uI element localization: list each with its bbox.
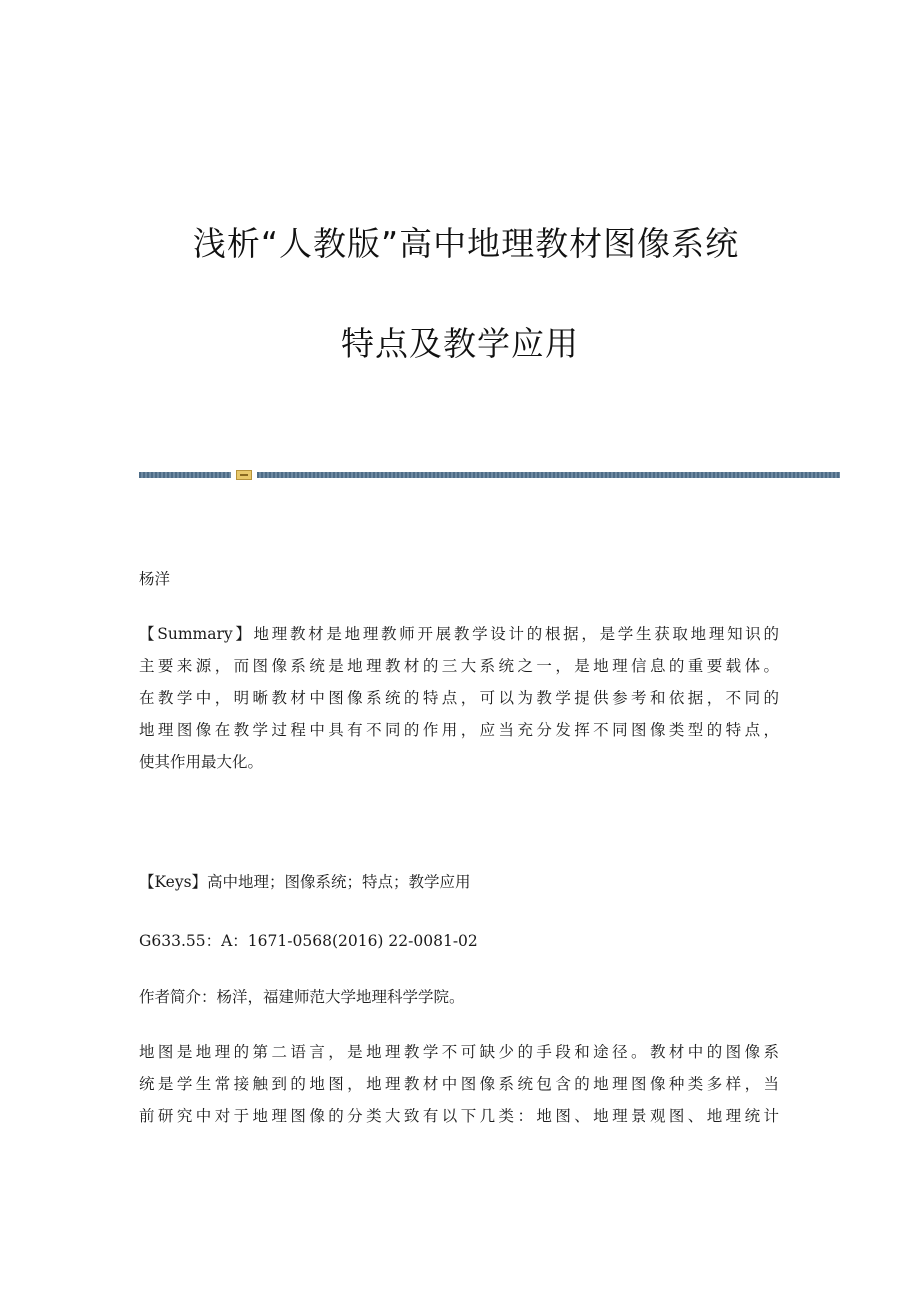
classification-code: G633.55：A：1671-0568(2016) 22-0081-02 [139, 932, 478, 950]
paper-title-line-2: 特点及教学应用 [341, 324, 579, 363]
divider-ornament-icon [236, 470, 252, 480]
title-divider [139, 470, 840, 480]
summary-paragraph [139, 618, 779, 778]
summary-line: 在教学中，明晰教材中图像系统的特点，可以为教学提供参考和依据，不同的 [139, 689, 779, 707]
divider-bar-left [139, 472, 231, 478]
divider-bar-right [257, 472, 840, 478]
intro-line: 前研究中对于地理图像的分类大致有以下几类：地图、地理景观图、地理统计 [139, 1107, 779, 1125]
paper-title-line-1: 浅析“人教版”高中地理教材图像系统 [192, 224, 740, 263]
keywords: 【Keys】高中地理；图像系统；特点；教学应用 [139, 873, 471, 891]
summary-line: 【Summary】地理教材是地理教师开展教学设计的根据，是学生获取地理知识的 [139, 625, 779, 643]
summary-line: 地理图像在教学过程中具有不同的作用，应当充分发挥不同图像类型的特点， [139, 721, 779, 739]
author-name: 杨洋 [139, 570, 171, 588]
intro-line: 地图是地理的第二语言，是地理教学不可缺少的手段和途径。教材中的图像系 [139, 1043, 779, 1061]
summary-line: 使其作用最大化。 [139, 753, 264, 771]
author-bio: 作者简介：杨洋，福建师范大学地理科学学院。 [139, 988, 465, 1006]
intro-paragraph [139, 1036, 779, 1132]
summary-line: 主要来源，而图像系统是地理教材的三大系统之一，是地理信息的重要载体。 [139, 657, 779, 675]
intro-line: 统是学生常接触到的地图，地理教材中图像系统包含的地理图像种类多样，当 [139, 1075, 779, 1093]
